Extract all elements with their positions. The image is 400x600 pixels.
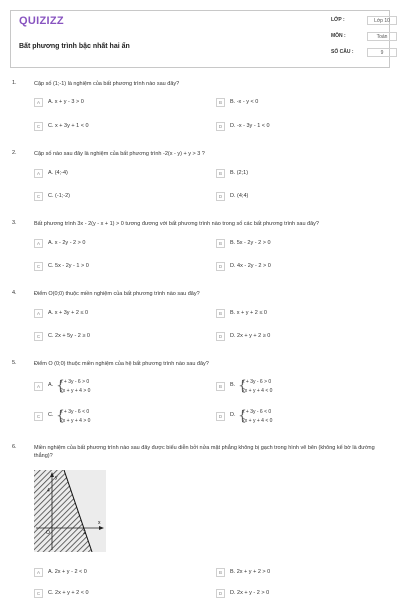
option-letter-badge: C — [34, 262, 43, 271]
option-letter-badge: A — [34, 239, 43, 248]
question-number: 6. — [12, 444, 17, 450]
graph-svg — [34, 470, 106, 552]
option-c[interactable] — [34, 192, 204, 204]
question-number: 4. — [12, 290, 17, 296]
option-letter-badge: D — [216, 332, 225, 341]
option-letter-badge: A — [34, 169, 43, 178]
option-d[interactable] — [216, 332, 386, 344]
system-line-2: 2x + y + 4 < 0 — [242, 418, 273, 424]
system-brace: { — [56, 408, 65, 424]
option-letter-badge: A — [34, 382, 43, 391]
option-a[interactable] — [34, 169, 204, 181]
option-letter-badge: D — [216, 262, 225, 271]
option-text: C. 2x + y + 2 < 0 — [48, 590, 89, 596]
question-text: Điểm O(0;0) thuộc miền nghiệm của bất phương trình nào sau đây? — [34, 291, 200, 297]
option-label: A. — [48, 382, 54, 388]
option-text: B. (2;1) — [230, 170, 249, 176]
option-d[interactable] — [216, 122, 386, 134]
option-text: A. (4;-4) — [48, 170, 68, 176]
option-letter-badge: B — [216, 239, 225, 248]
question-text: Bất phương trình 3x - 2(y - x + 1) > 0 tương đương với bất phương trình nào trong số các bất phương trình sau đây? — [34, 221, 319, 227]
origin-label: O — [46, 530, 50, 536]
option-text: C. x + 3y + 1 < 0 — [48, 123, 89, 129]
option-letter-badge: C — [34, 122, 43, 131]
worksheet-header — [10, 10, 390, 68]
option-text: A. x - 2y - 2 > 0 — [48, 240, 86, 246]
question-text: Cặp số (1;-1) là nghiệm của bất phương trình nào sau đây? — [34, 81, 180, 87]
option-letter-badge: B — [216, 568, 225, 577]
worksheet-title: Bất phương trình bậc nhất hai ẩn — [19, 43, 130, 50]
class-value: Lớp 10 — [367, 16, 397, 25]
quizizz-logo: QUIZIZZ — [19, 15, 64, 27]
x-axis-label: x — [98, 520, 101, 526]
class-label: LỚP : — [331, 17, 345, 23]
option-text: D. 2x + y + 2 ≥ 0 — [230, 333, 271, 339]
option-label: B. — [230, 382, 236, 388]
option-d[interactable] — [216, 408, 386, 428]
option-text: D. -x - 3y - 1 < 0 — [230, 123, 270, 129]
question-count-label: SỐ CÂU : — [331, 49, 354, 55]
option-d[interactable] — [216, 589, 386, 600]
y-intercept-label: 4 — [47, 488, 50, 494]
hatched-region — [34, 470, 92, 552]
option-text: A. x + y - 3 > 0 — [48, 99, 84, 105]
option-d[interactable] — [216, 262, 386, 274]
option-c[interactable] — [34, 589, 204, 600]
option-letter-badge: D — [216, 192, 225, 201]
question-number: 5. — [12, 360, 17, 366]
system-line-1: x + 3y - 6 < 0 — [242, 409, 272, 415]
half-plane-graph — [34, 470, 106, 552]
subject-value: Toán — [367, 32, 397, 41]
option-c[interactable] — [34, 122, 204, 134]
option-c[interactable] — [34, 408, 204, 428]
option-letter-badge: C — [34, 589, 43, 598]
option-text: A. x + 3y + 2 ≤ 0 — [48, 310, 89, 316]
option-text: D. 2x + y - 2 > 0 — [230, 590, 270, 596]
option-text: D. 4x - 2y - 2 > 0 — [230, 263, 271, 269]
question-number: 2. — [12, 150, 17, 156]
option-text: C. (-1;-2) — [48, 193, 70, 199]
option-letter-badge: A — [34, 568, 43, 577]
system-line-2: 2x + y + 4 < 0 — [242, 388, 273, 394]
option-b[interactable] — [216, 239, 386, 251]
question-number: 1. — [12, 80, 17, 86]
question-text: Điểm O (0;0) thuộc miền nghiệm của hệ bất phương trình nào sau đây? — [34, 361, 209, 367]
option-letter-badge: D — [216, 122, 225, 131]
system-brace: { — [56, 378, 65, 394]
option-b[interactable] — [216, 378, 386, 398]
y-axis-label: y — [55, 475, 58, 481]
system-line-1: x + 3y - 6 < 0 — [60, 409, 90, 415]
option-letter-badge: D — [216, 589, 225, 598]
option-text: B. 5x - 2y - 2 > 0 — [230, 240, 271, 246]
option-a[interactable] — [34, 239, 204, 251]
option-text: B. 2x + y + 2 > 0 — [230, 569, 271, 575]
x-axis-arrow — [99, 526, 104, 530]
option-letter-badge: A — [34, 98, 43, 107]
system-line-1: x + 3y - 6 > 0 — [60, 379, 90, 385]
option-text: C. 5x - 2y - 1 > 0 — [48, 263, 89, 269]
option-text: B. -x - y < 0 — [230, 99, 259, 105]
option-d[interactable] — [216, 192, 386, 204]
option-text: B. x + y + 2 ≤ 0 — [230, 310, 267, 316]
option-b[interactable] — [216, 169, 386, 181]
option-letter-badge: C — [34, 332, 43, 341]
option-label: C. — [48, 412, 54, 418]
option-c[interactable] — [34, 262, 204, 274]
option-b[interactable] — [216, 568, 386, 580]
system-line-1: x + 3y - 6 > 0 — [242, 379, 272, 385]
option-b[interactable] — [216, 309, 386, 321]
option-letter-badge: C — [34, 412, 43, 421]
x-intercept-label: 2 — [83, 530, 86, 536]
question-text: Miền nghiệm của bất phương trình nào sau đây được biểu diễn bởi nửa mặt phẳng không bị gạch trong hình vẽ bên (không kể bờ là đường thẳng)? — [34, 445, 375, 459]
question-text: Cặp số nào sau đây là nghiệm của bất phương trình -2(x - y) + y > 3 ? — [34, 151, 205, 157]
option-letter-badge: A — [34, 309, 43, 318]
option-label: D. — [230, 412, 236, 418]
question-count-value: 9 — [367, 48, 397, 57]
option-letter-badge: C — [34, 192, 43, 201]
option-a[interactable] — [34, 568, 204, 580]
option-a[interactable] — [34, 378, 204, 398]
option-letter-badge: B — [216, 98, 225, 107]
system-brace: { — [238, 378, 247, 394]
system-brace: { — [238, 408, 247, 424]
option-a[interactable] — [34, 309, 204, 321]
option-b[interactable] — [216, 98, 386, 110]
subject-label: MÔN : — [331, 33, 346, 39]
system-line-2: 2x + y + 4 > 0 — [60, 388, 91, 394]
option-letter-badge: B — [216, 382, 225, 391]
option-c[interactable] — [34, 332, 204, 344]
option-letter-badge: D — [216, 412, 225, 421]
system-line-2: 2x + y + 4 > 0 — [60, 418, 91, 424]
option-text: D. (4;4) — [230, 193, 249, 199]
option-letter-badge: B — [216, 309, 225, 318]
option-a[interactable] — [34, 98, 204, 110]
question-number: 3. — [12, 220, 17, 226]
option-letter-badge: B — [216, 169, 225, 178]
option-text: A. 2x + y - 2 < 0 — [48, 569, 87, 575]
option-text: C. 2x + 5y - 2 ≥ 0 — [48, 333, 90, 339]
